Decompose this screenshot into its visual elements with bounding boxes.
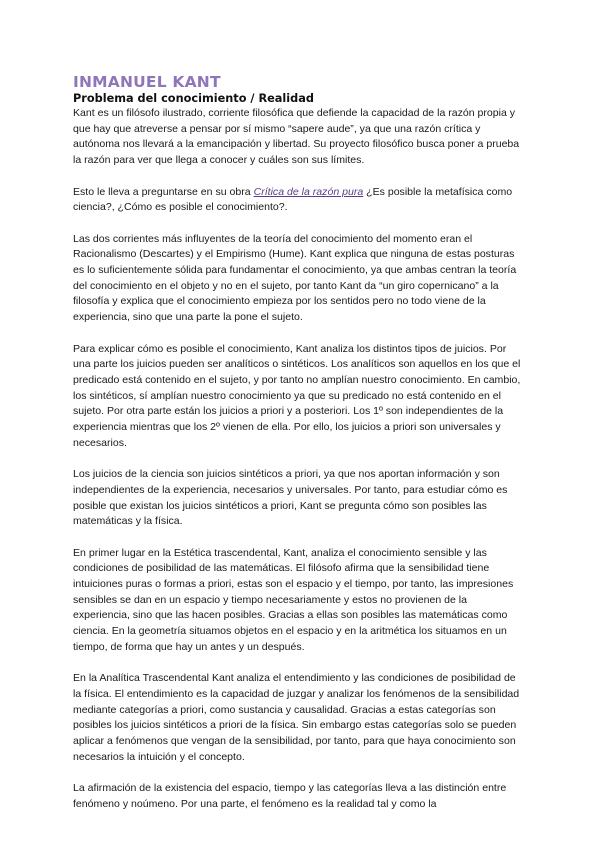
paragraph-questions <box>73 185 526 216</box>
paragraph-questions-tail: ¿Es posible la metafísica como ciencia?, ¿Cómo es posible el conocimiento?. <box>73 185 513 214</box>
paragraph-judgments: Para explicar cómo es posible el conocimiento, Kant analiza los distintos tipos de juicios. Por una parte los juicios pueden ser analíticos o sintéticos. Los analíticos son aquellos en los que el predicado está contenido en el sujeto, y por tanto no amplían nuestro conocimiento. En cambio, los sintéticos, sí amplían nuestro conocimiento ya que su predicado no está contenido en el sujeto. Por otra parte están los juicios a priori y a posteriori. Los 1º son independientes de la experiencia mientras que los 2º vienen de ella. Por ello, los juicios a priori son universales y necesarios. <box>73 342 521 449</box>
paragraph-phenomenon: La afirmación de la existencia del espacio, tiempo y las categorías lleva a las distinción entre fenómeno y noúmeno. Por una parte, el fenómeno es la realidad tal y como la <box>73 782 507 810</box>
document-subtitle: Problema del conocimiento / Realidad <box>73 92 314 105</box>
book-title-link[interactable]: Crítica de la razón pura <box>253 185 364 198</box>
paragraph-science: Los juicios de la ciencia son juicios sintéticos a priori, ya que nos aportan información y son independientes de la experiencia, necesarios y universales. Por tanto, para estudiar cómo es posible que existan los juicios sintéticos a priori, Kant se pregunta cómo son posibles las matemáticas y la física. <box>73 468 508 528</box>
paragraph-aesthetic: En primer lugar en la Estética trascendental, Kant, analiza el conocimiento sensible y las condiciones de posibilidad de las matemáticas. El filósofo afirma que la sensibilidad tiene intuiciones puras o formas a priori, estas son el espacio y el tiempo, por tanto, las impresiones sensibles se dan en un espacio y tiempo necesariamente y estos no provienen de la experiencia, sino que las hacen posibles. Gracias a ellas son posibles las matemáticas como ciencia. En la geometría situamos objetos en el espacio y en la aritmética los situamos en un tiempo, de forma que hay un antes y un después. <box>73 546 514 653</box>
paragraph-intro: Kant es un filósofo ilustrado, corriente filosófica que defiende la capacidad de la razón propia y que hay que atreverse a pensar por sí mismo “sapere aude”, ya que una razón crítica y autónoma nos llevará a la emancipación y libertad. Su proyecto filosófico busca poner a prueba la razón para ver que llega a conocer y cuáles son sus límites. <box>73 107 520 167</box>
paragraph-questions-lead: Esto le lleva a preguntarse en su obra <box>73 185 254 198</box>
paragraph-currents: Las dos corrientes más influyentes de la teoría del conocimiento del momento eran el Racionalismo (Descartes) y el Empirismo (Hume). Kant explica que ninguna de estas posturas es lo suficientemente sólida para fundamentar el conocimiento, ya que ambas centran la teoría del conocimiento en el objeto y no en el sujeto, por tanto Kant da “un giro copernicano” a la filosofía y explica que el conocimiento empieza por los sentidos pero no todo viene de la experiencia, sino que una parte la pone el sujeto. <box>73 232 517 324</box>
paragraph-analytic: En la Analítica Trascendental Kant analiza el entendimiento y las condiciones de posibilidad de la física. El entendimiento es la capacidad de juzgar y analizar los fenómenos de la sensibilidad mediante categorías a priori, como sustancia y causalidad. Gracias a estas categorías son posibles los juicios sintéticos a priori de la física. Sin embargo estas categorías solo se pueden aplicar a fenómenos que vengan de la sensibilidad, por tanto, para que haya conocimiento son necesarios la intuición y el concepto. <box>73 672 520 763</box>
document-title: INMANUEL KANT <box>73 73 221 91</box>
